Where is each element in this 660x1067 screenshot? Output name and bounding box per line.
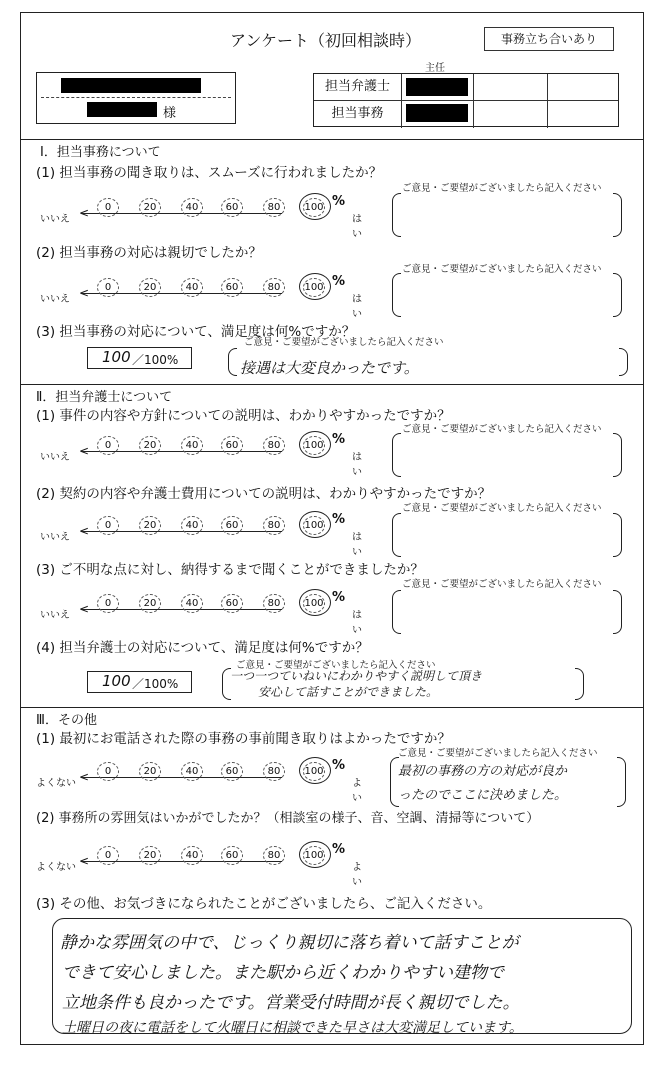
arrow-left-icon: <: [79, 602, 90, 616]
scale-tick: [220, 594, 244, 613]
scale-tick: [180, 278, 204, 297]
handwritten-line: できて安心しました。また駅から近くわかりやすい建物で: [62, 963, 504, 983]
scale-tick: [262, 436, 286, 455]
scale-tick: [138, 516, 162, 535]
selected-circle: [299, 273, 331, 300]
scale-tick-label: 40: [181, 594, 203, 613]
scale-left-label: いいえ: [40, 452, 70, 463]
percent-sign: %: [332, 758, 346, 773]
arrow-left-icon: <: [79, 206, 90, 220]
scale-right-label: はい: [352, 610, 362, 636]
chief-label: 主任: [425, 63, 445, 74]
satisfaction-value: 100: [102, 672, 131, 690]
selected-circle: [299, 757, 331, 784]
scale-tick-label: 40: [181, 278, 203, 297]
arrow-left-icon: <: [79, 444, 90, 458]
scale-tick: [220, 846, 244, 865]
attendance-badge: 事務立ち合いあり: [484, 27, 614, 51]
arrow-left-icon: <: [79, 524, 90, 538]
scale-tick-label: 80: [263, 436, 285, 455]
scale-tick: [180, 436, 204, 455]
rating-scale: [40, 586, 370, 636]
scale-tick-label: 80: [263, 846, 285, 865]
scale-tick: [262, 762, 286, 781]
satisfaction-unit: ／100%: [132, 677, 179, 691]
scale-left-label: いいえ: [40, 610, 70, 621]
scale-right-label: はい: [352, 452, 362, 478]
section-heading: Ⅰ．担当事務について: [40, 145, 161, 160]
arrow-left-icon: <: [79, 770, 90, 784]
scale-left-label: いいえ: [40, 214, 70, 225]
scale-tick: [96, 198, 120, 217]
scale-tick-label: 40: [181, 762, 203, 781]
scale-tick: [220, 278, 244, 297]
handwritten-line: 立地条件も良かったです。営業受付時間が長く親切でした。: [62, 993, 520, 1013]
scale-tick-label: 60: [221, 762, 243, 781]
scale-tick: [262, 516, 286, 535]
question-text: (1) 事件の内容や方針についての説明は、わかりやすかったですか？: [36, 408, 451, 424]
redacted-name-bar: [406, 104, 468, 122]
scale-tick-label: 80: [263, 594, 285, 613]
comment-box: [392, 193, 622, 235]
scale-tick-label: 100: [303, 436, 325, 455]
comment-label: ご意見・ご要望がございましたら記入ください: [402, 424, 602, 435]
scale-tick-label: 80: [263, 516, 285, 535]
scale-tick-label: 80: [263, 278, 285, 297]
scale-right-label: よい: [352, 778, 362, 804]
arrow-left-icon: <: [79, 854, 90, 868]
scale-tick: [220, 516, 244, 535]
comment-box: [392, 273, 622, 315]
scale-tick-label: 100: [303, 762, 325, 781]
scale-tick: [180, 516, 204, 535]
scale-tick-label: 40: [181, 198, 203, 217]
scale-tick: [96, 846, 120, 865]
scale-tick-label: 0: [97, 594, 119, 613]
scale-tick: [220, 198, 244, 217]
scale-right-label: はい: [352, 294, 362, 320]
scale-tick-label: 20: [139, 594, 161, 613]
section-heading: Ⅱ．担当弁護士について: [36, 390, 173, 405]
question-text: (2) 事務所の雰囲気はいかがでしたか？（相談室の様子、音、空調、清掃等について）: [36, 811, 540, 826]
percent-sign: %: [332, 194, 346, 209]
staff-name-cell: [402, 101, 474, 128]
section-divider: [20, 707, 644, 708]
question-text: (1) 担当事務の聞き取りは、スムーズに行われましたか？: [36, 165, 383, 181]
comment-label: ご意見・ご要望がございましたら記入ください: [236, 660, 436, 671]
handwritten-comment: 安心して話すことができました。: [258, 685, 439, 699]
scale-tick-label: 20: [139, 278, 161, 297]
stamp-cell: [548, 74, 620, 101]
staff-role-label: 担当事務: [314, 101, 402, 128]
scale-tick: [262, 594, 286, 613]
comment-box: [392, 590, 622, 632]
scale-tick-label: 0: [97, 436, 119, 455]
scale-tick: [138, 594, 162, 613]
scale-left-label: いいえ: [40, 532, 70, 543]
scale-tick-label: 0: [97, 516, 119, 535]
scale-tick-label: 20: [139, 846, 161, 865]
rating-scale: [40, 428, 370, 478]
stamp-cell: [474, 101, 548, 128]
question-text: (4) 担当弁護士の対応について、満足度は何%ですか？: [36, 640, 369, 656]
rating-scale: [36, 838, 370, 888]
scale-tick-label: 80: [263, 198, 285, 217]
rating-scale: [40, 190, 370, 240]
percent-sign: %: [332, 590, 346, 605]
scale-tick: [96, 436, 120, 455]
scale-tick: [262, 198, 286, 217]
scale-right-label: はい: [352, 214, 362, 240]
staff-name-cell: [402, 74, 474, 101]
comment-box: [392, 513, 622, 555]
question-text: (3) ご不明な点に対し、納得するまで聞くことができましたか？: [36, 562, 424, 578]
handwritten-comment: 一つ一つていねいにわかりやすく説明して頂き: [230, 669, 483, 683]
scale-right-label: はい: [352, 532, 362, 558]
percent-sign: %: [332, 432, 346, 447]
handwritten-comment: 最初の事務の方の対応が良か: [398, 764, 568, 779]
question-text: (3) 担当事務の対応について、満足度は何%ですか？: [36, 324, 356, 340]
handwritten-comment: 接遇は大変良かったです。: [240, 359, 419, 377]
percent-sign: %: [332, 842, 346, 857]
section-divider: [20, 139, 644, 140]
scale-tick: [220, 762, 244, 781]
selected-circle: [299, 589, 331, 616]
rating-scale: [40, 508, 370, 558]
staff-row: [314, 101, 618, 128]
scale-tick-label: 100: [303, 198, 325, 217]
scale-tick-label: 60: [221, 436, 243, 455]
staff-row: [314, 74, 618, 101]
scale-tick: [220, 436, 244, 455]
scale-tick-label: 60: [221, 198, 243, 217]
redacted-name-bar: [406, 78, 468, 96]
question-text: (2) 担当事務の対応は親切でしたか？: [36, 245, 262, 261]
scale-tick-label: 20: [139, 436, 161, 455]
rating-scale: [36, 754, 370, 804]
scale-tick: [96, 762, 120, 781]
scale-left-label: よくない: [36, 862, 76, 873]
scale-tick: [180, 198, 204, 217]
handwritten-line: 静かな雰囲気の中で、じっくり親切に落ち着いて話すことが: [60, 933, 519, 953]
scale-tick: [138, 278, 162, 297]
rating-scale: [40, 270, 370, 320]
satisfaction-unit: ／100%: [132, 353, 179, 367]
scale-tick-label: 40: [181, 436, 203, 455]
comment-label: ご意見・ご要望がございましたら記入ください: [244, 337, 444, 348]
scale-tick: [138, 436, 162, 455]
question-text: (1) 最初にお電話された際の事務の事前聞き取りはよかったですか？: [36, 731, 451, 747]
selected-circle: [299, 193, 331, 220]
redacted-name-bar: [87, 102, 157, 117]
percent-sign: %: [332, 512, 346, 527]
page-title: アンケート（初回相談時）: [230, 31, 422, 50]
scale-tick-label: 20: [139, 516, 161, 535]
satisfaction-box: [87, 347, 192, 369]
section-divider: [20, 384, 644, 385]
scale-tick-label: 0: [97, 278, 119, 297]
scale-tick-label: 100: [303, 278, 325, 297]
selected-circle: [299, 511, 331, 538]
stamp-cell: [548, 101, 620, 128]
handwritten-comment: ったのでここに決めました。: [398, 788, 568, 803]
scale-tick-label: 20: [139, 198, 161, 217]
scale-tick-label: 100: [303, 846, 325, 865]
redacted-name-bar: [61, 78, 201, 93]
section-heading: Ⅲ．その他: [36, 713, 97, 728]
satisfaction-value: 100: [102, 348, 131, 366]
scale-tick: [138, 198, 162, 217]
scale-tick: [180, 846, 204, 865]
stamp-cell: [474, 74, 548, 101]
scale-tick: [138, 846, 162, 865]
scale-tick-label: 100: [303, 516, 325, 535]
arrow-left-icon: <: [79, 286, 90, 300]
scale-tick: [262, 846, 286, 865]
name-divider: [41, 97, 231, 98]
staff-table: [313, 73, 619, 127]
scale-tick-label: 60: [221, 594, 243, 613]
scale-tick-label: 60: [221, 278, 243, 297]
comment-label: ご意見・ご要望がございましたら記入ください: [402, 264, 602, 275]
comment-label: ご意見・ご要望がございましたら記入ください: [398, 748, 598, 759]
scale-tick: [96, 516, 120, 535]
scale-left-label: よくない: [36, 778, 76, 789]
scale-tick-label: 100: [303, 594, 325, 613]
scale-tick: [180, 594, 204, 613]
comment-label: ご意見・ご要望がございましたら記入ください: [402, 183, 602, 194]
client-name-box: [36, 72, 236, 124]
scale-tick-label: 60: [221, 516, 243, 535]
scale-tick-label: 0: [97, 762, 119, 781]
comment-label: ご意見・ご要望がございましたら記入ください: [402, 503, 602, 514]
scale-tick-label: 0: [97, 846, 119, 865]
scale-tick-label: 80: [263, 762, 285, 781]
scale-left-label: いいえ: [40, 294, 70, 305]
scale-tick-label: 0: [97, 198, 119, 217]
selected-circle: [299, 431, 331, 458]
scale-tick-label: 40: [181, 516, 203, 535]
question-text: (2) 契約の内容や弁護士費用についての説明は、わかりやすかったですか？: [36, 486, 492, 502]
scale-tick: [96, 278, 120, 297]
scale-tick-label: 60: [221, 846, 243, 865]
scale-tick: [138, 762, 162, 781]
handwritten-line: 土曜日の夜に電話をして火曜日に相談できた早さは大変満足しています。: [62, 1020, 523, 1036]
scale-tick: [262, 278, 286, 297]
comment-label: ご意見・ご要望がございましたら記入ください: [402, 579, 602, 590]
satisfaction-box: [87, 671, 192, 693]
percent-sign: %: [332, 274, 346, 289]
comment-box: [392, 433, 622, 475]
scale-tick: [96, 594, 120, 613]
honorific-label: 様: [163, 106, 177, 121]
scale-tick-label: 20: [139, 762, 161, 781]
scale-tick-label: 40: [181, 846, 203, 865]
staff-role-label: 担当弁護士: [314, 74, 402, 101]
scale-right-label: よい: [352, 862, 362, 888]
question-text: (3) その他、お気づきになられたことがございましたら、ご記入ください。: [36, 896, 492, 912]
selected-circle: [299, 841, 331, 868]
scale-tick: [180, 762, 204, 781]
